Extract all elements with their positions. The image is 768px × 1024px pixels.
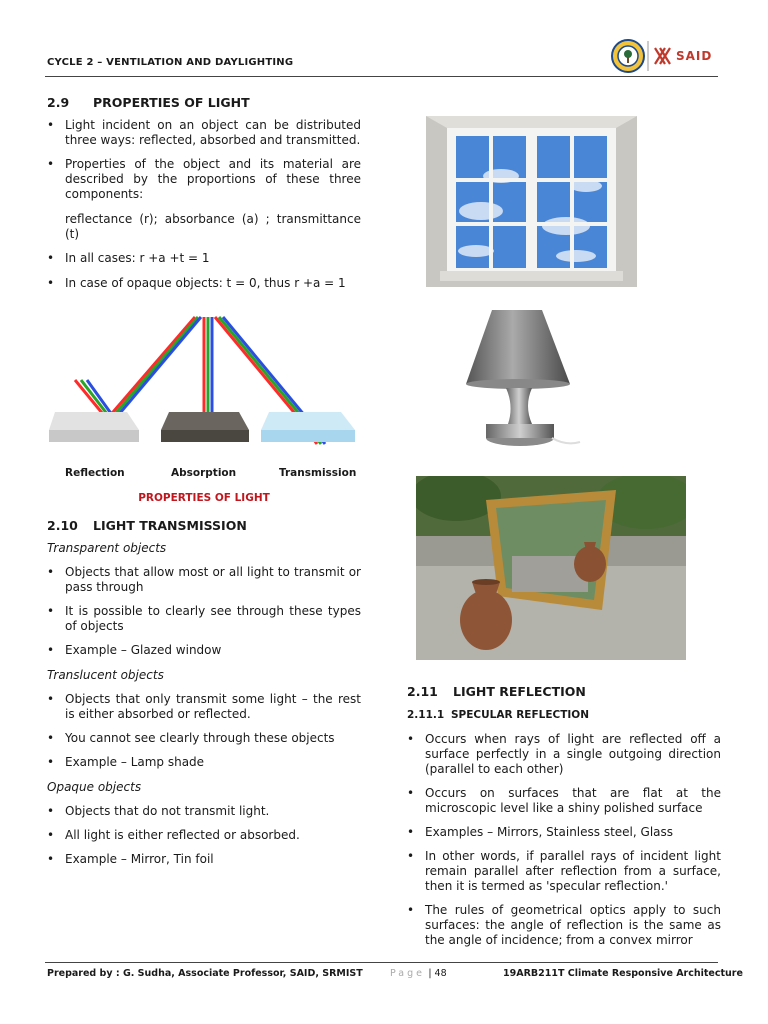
bullet-item: • In case of opaque objects: t = 0, thus r +a = 1 (47, 276, 361, 291)
bullet-item: • Example – Lamp shade (47, 755, 361, 770)
light-rays-diagram (47, 312, 361, 462)
bullet-item: • Examples – Mirrors, Stainless steel, Glass (407, 825, 721, 840)
formula-text: reflectance (r); absorbance (a) ; transmittance (t) (65, 212, 361, 241)
footer-author: Prepared by : G. Sudha, Associate Professor, SAID, SRMIST (47, 968, 363, 979)
bullet-item: • Example – Glazed window (47, 643, 361, 658)
section-2-11-heading: 2.11 LIGHT REFLECTION (407, 684, 586, 699)
diagram-label-absorption: Absorption (171, 467, 237, 479)
section-2-11-body (407, 732, 721, 948)
subheading-translucent: Translucent objects (47, 668, 164, 682)
section-2-9-body (47, 118, 361, 291)
bullet-item: • In all cases: r +a +t = 1 (47, 251, 361, 266)
bullet-item: • Example – Mirror, Tin foil (47, 852, 361, 867)
page-number: | 48 (428, 968, 447, 979)
glazed-window-image (426, 116, 637, 287)
bullet-item: • Occurs when rays of light are reflected off a surface perfectly in a single outgoing direction (parallel to each other) (407, 732, 721, 777)
lamp-shade-image (462, 306, 582, 452)
subheading-opaque: Opaque objects (47, 780, 142, 794)
bullet-item: • All light is either reflected or absorbed. (47, 828, 361, 843)
bullet-item: • Objects that only transmit some light – the rest is either absorbed or reflected. (47, 692, 361, 722)
bullet-item: • Objects that allow most or all light to transmit or pass through (47, 565, 361, 595)
footer-course: 19ARB211T Climate Responsive Architecture (503, 968, 743, 979)
properties-of-light-figure (47, 312, 361, 487)
bullet-item: • In other words, if parallel rays of incident light remain parallel after reflection from a surface, then it is termed as 'specular reflection.' (407, 849, 721, 894)
section-2-10-body (47, 541, 361, 867)
footer-rule (45, 962, 718, 963)
mirror-reflection-image (416, 476, 686, 660)
said-logo-text: SAID (676, 49, 713, 63)
subheading-transparent: Transparent objects (47, 541, 167, 555)
bullet-item: • Properties of the object and its material are described by the proportions of these three components: (47, 157, 361, 202)
header-rule (45, 76, 718, 77)
bullet-item: • You cannot see clearly through these objects (47, 731, 361, 746)
footer-page (390, 968, 447, 979)
section-2-10-heading: 2.10 LIGHT TRANSMISSION (47, 518, 247, 533)
bullet-item: • Occurs on surfaces that are flat at the microscopic level like a shiny polished surface (407, 786, 721, 816)
header-title: CYCLE 2 – VENTILATION AND DAYLIGHTING (47, 57, 294, 68)
section-2-9-heading: 2.9 PROPERTIES OF LIGHT (47, 95, 250, 110)
page-word: Page (390, 968, 425, 979)
bullet-item: • It is possible to clearly see through these types of objects (47, 604, 361, 634)
bullet-item: • The rules of geometrical optics apply to such surfaces: the angle of reflection is the same as the angle of incidence; from a convex mirror (407, 903, 721, 948)
figure-caption: PROPERTIES OF LIGHT (138, 492, 270, 504)
diagram-label-reflection: Reflection (65, 467, 125, 479)
header-logos (610, 38, 720, 74)
bullet-item: • Light incident on an object can be distributed three ways: reflected, absorbed and transmitted. (47, 118, 361, 148)
bullet-item: • Objects that do not transmit light. (47, 804, 361, 819)
section-2-11-1-heading: 2.11.1 SPECULAR REFLECTION (407, 709, 590, 721)
diagram-label-transmission: Transmission (279, 467, 357, 479)
